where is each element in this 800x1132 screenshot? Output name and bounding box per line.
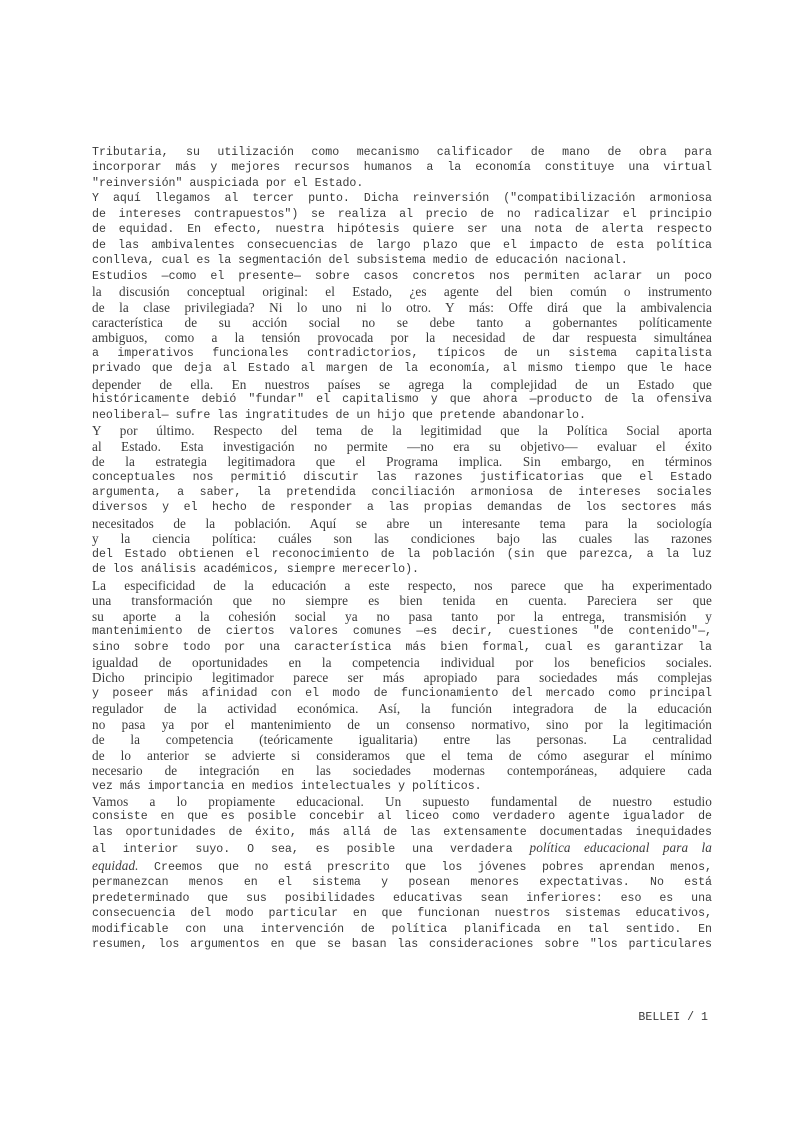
text-line: del Estado obtienen el reconocimiento de la población (sin que parezca, a la luz <box>92 547 712 561</box>
text-line: depender de ella. En nuestros países se agrega la complejidad de un Estado que <box>92 376 712 392</box>
text-line: vez más importancia en medios intelectuales y políticos. <box>92 779 482 793</box>
text-line: la discusión conceptual original: el Estado, ¿es agente del bien común o instrumento <box>92 284 712 300</box>
text-line: La especificidad de la educación a este respecto, nos parece que ha experimentado <box>92 577 712 593</box>
text-line: característica de su acción social no se debe tanto a gobernantes políticamente <box>92 314 712 330</box>
text-line: a imperativos funcionales contradictorios, típicos de un sistema capitalista <box>92 346 712 360</box>
text-line: históricamente debió "fundar" el capitalismo y que ahora —producto de la ofensiva <box>92 393 712 407</box>
text-line: de equidad. En efecto, nuestra hipótesis quiere ser una nota de alerta respecto <box>92 223 712 237</box>
text-line: equidad. Creemos que no está prescrito que los jóvenes pobres aprendan menos, <box>92 857 712 874</box>
text-line: ambiguos, como a la tensión provocada por la necesidad de dar respuesta simultánea <box>92 330 712 346</box>
text-line: resumen, los argumentos en que se basan las consideraciones sobre "los particulares <box>92 938 712 952</box>
text-line: consecuencia del modo particular en que funcionan nuestros sistemas educativos, <box>92 907 712 921</box>
text-line: Y por último. Respecto del tema de la legitimidad que la Política Social aporta <box>92 423 712 439</box>
text-line: al Estado. Esta investigación no permite —no era su objetivo— evaluar el éxito <box>92 438 712 454</box>
text-line: una transformación que no siempre es bien tenida en cuenta. Pareciera ser que <box>92 593 712 609</box>
text-line: diversos y el hecho de responder a las propias demandas de los sectores más <box>92 501 712 515</box>
text-line: necesario de integración en las sociedades modernas contemporáneas, adquiere cada <box>92 763 712 779</box>
text-line: no pasa ya por el mantenimiento de un consenso normativo, sino por la legitimación <box>92 716 712 732</box>
text-line: conceptuales nos permitió discutir las razones justificatorias que el Estado <box>92 470 712 484</box>
text-line: de la clase privilegiada? Ni lo uno ni lo otro. Y más: Offe dirá que la ambivalencia <box>92 299 712 315</box>
text-line: Dicho principio legitimador parece ser más apropiado para sociedades más complejas <box>92 670 712 686</box>
text-line: sino sobre todo por una característica más bien formal, cual es garantizar la <box>92 640 712 654</box>
text-line: de las ambivalentes consecuencias de largo plazo que el impacto de esta política <box>92 238 712 252</box>
text-line: regulador de la actividad económica. Así, la función integradora de la educación <box>92 701 712 717</box>
emphasis-text: equidad. <box>92 857 139 873</box>
emphasis-text: política educacional para la <box>529 840 712 856</box>
text-line: privado que deja al Estado al margen de la economía, al mismo tiempo que le hace <box>92 362 712 376</box>
text-line: permanezcan menos en el sistema y posean menores expectativas. No está <box>92 876 712 890</box>
text-line: su aporte a la cohesión social ya no pasa tanto por la entrega, transmisión y <box>92 608 712 624</box>
text-line: igualdad de oportunidades en la competencia individual por los beneficios sociales. <box>92 654 712 670</box>
text-line: las oportunidades de éxito, más allá de las extensamente documentadas inequidades <box>92 825 712 839</box>
text-line: Y aquí llegamos al tercer punto. Dicha reinversión ("compatibilización armoniosa <box>92 192 712 206</box>
text-line: Estudios —como el presente— sobre casos concretos nos permiten aclarar un poco <box>92 269 712 283</box>
text-line: mantenimiento de ciertos valores comunes —es decir, cuestiones "de contenido"—, <box>92 625 712 639</box>
text-line: de los análisis académicos, siempre merecerlo). <box>92 563 419 577</box>
text-line: de la competencia (teóricamente igualitaria) entre las personas. La centralidad <box>92 732 712 748</box>
text-line: necesitados de la población. Aquí se abre un interesante tema para la sociología <box>92 515 712 531</box>
text-line: conlleva, cual es la segmentación del subsistema medio de educación nacional. <box>92 254 628 268</box>
text-line: al interior suyo. O sea, es posible una verdadera política educacional para la <box>92 840 712 857</box>
text-line: "reinversión" auspiciada por el Estado. <box>92 176 364 190</box>
page-footer: BELLEI / 1 <box>638 1011 708 1024</box>
text-line: predeterminado que sus posibilidades educativas sean inferiores: eso es una <box>92 891 712 905</box>
text-line: incorporar más y mejores recursos humanos a la economía constituye una virtual <box>92 161 712 175</box>
text-line: modificable con una intervención de política planificada en tal sentido. En <box>92 922 712 936</box>
text-line: consiste en que es posible concebir al liceo como verdadero agente igualador de <box>92 810 712 824</box>
text-line: argumenta, a saber, la pretendida conciliación armoniosa de intereses sociales <box>92 485 712 499</box>
text-line: neoliberal— sufre las ingratitudes de un hijo que pretende abandonarlo. <box>92 408 586 422</box>
text-line: de lo anterior se advierte si consideramos que el tema de cómo asegurar el mínimo <box>92 747 712 763</box>
text-line: y la ciencia política: cuáles son las condiciones bajo las cuales las razones <box>92 531 712 547</box>
text-line: y poseer más afinidad con el modo de funcionamiento del mercado como principal <box>92 686 712 700</box>
body-text <box>92 145 712 953</box>
text-line: de la estrategia legitimadora que el Programa implica. Sin embargo, en términos <box>92 454 712 470</box>
text-line: Tributaria, su utilización como mecanismo calificador de mano de obra para <box>92 146 712 159</box>
text-line: Vamos a lo propiamente educacional. Un supuesto fundamental de nuestro estudio <box>92 794 712 810</box>
text-line: de intereses contrapuestos") se realiza al precio de no radicalizar el principio <box>92 207 712 221</box>
